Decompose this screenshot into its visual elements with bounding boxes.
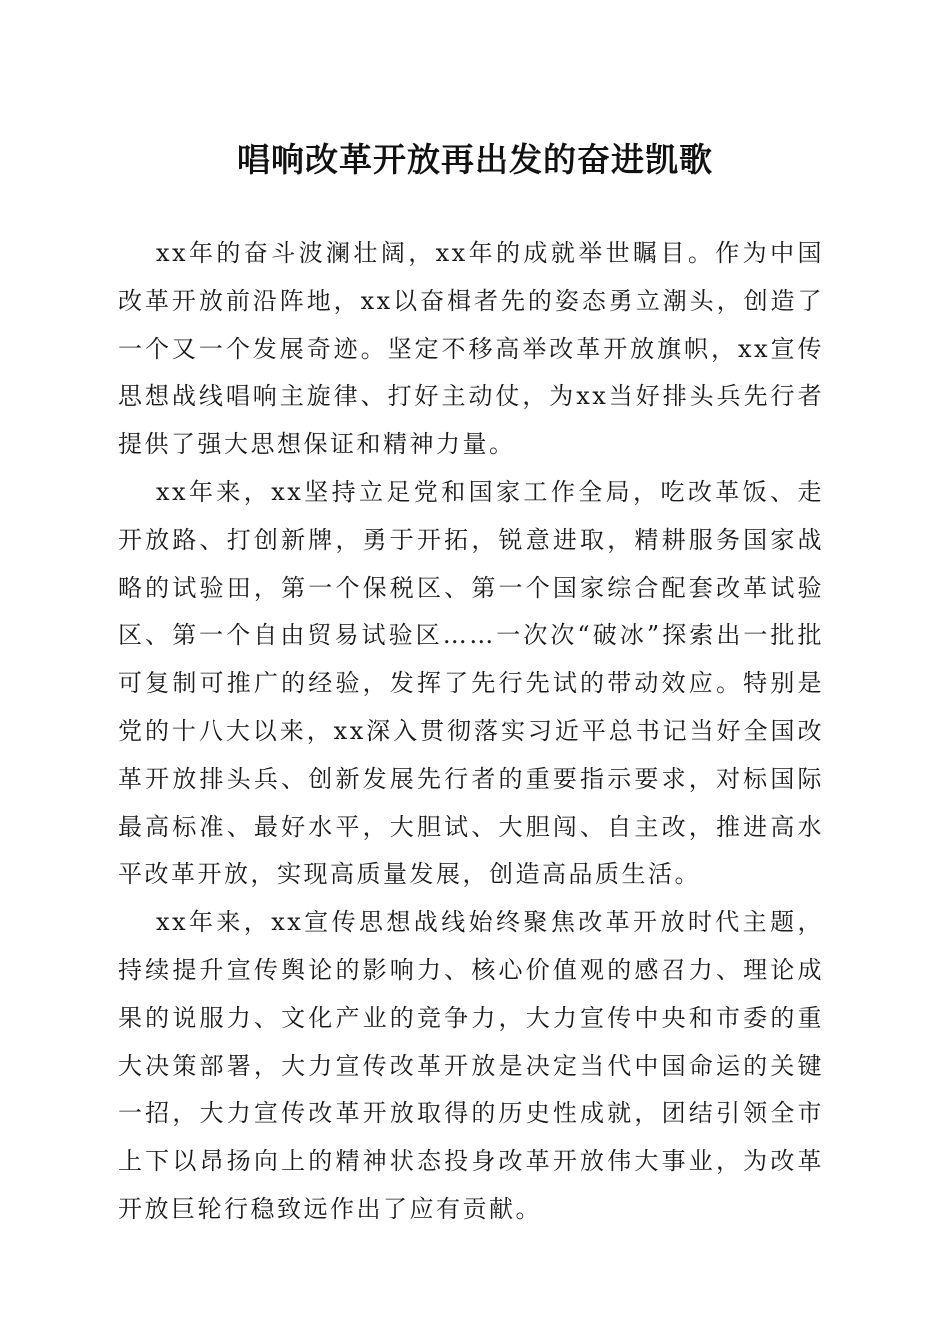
document-title: 唱响改革开放再出发的奋进凯歌: [237, 140, 713, 179]
paragraph-1: xx年的奋斗波澜壮阔，xx年的成就举世瞩目。作为中国改革开放前沿阵地，xx以奋楫者先的姿态勇立潮头，创造了一个又一个发展奇迹。坚定不移高举改革开放旗帜，xx宣传思想战线唱响主旋律、打好主动仗，为xx当好排头兵先行者提供了强大思想保证和精神力量。: [118, 239, 824, 459]
document-body: [118, 230, 824, 1234]
paragraph-3: xx年来，xx宣传思想战线始终聚焦改革开放时代主题，持续提升宣传舆论的影响力、核心价值观的感召力、理论成果的说服力、文化产业的竞争力，大力宣传中央和市委的重大决策部署，大力宣传改革开放是决定当代中国命运的关键一招，大力宣传改革开放取得的历史性成就，团结引领全市上下以昂扬向上的精神状态投身改革开放伟大事业，为改革开放巨轮行稳致远作出了应有贡献。: [118, 908, 824, 1223]
paragraph-2: xx年来，xx坚持立足党和国家工作全局，吃改革饭、走开放路、打创新牌，勇于开拓，锐意进取，精耕服务国家战略的试验田，第一个保税区、第一个国家综合配套改革试验区、第一个自由贸易试验区……一次次“破冰”探索出一批批可复制可推广的经验，发挥了先行先试的带动效应。特别是党的十八大以来，xx深入贯彻落实习近平总书记当好全国改革开放排头兵、创新发展先行者的重要指示要求，对标国际最高标准、最好水平，大胆试、大胆闯、自主改，推进高水平改革开放，实现高质量发展，创造高品质生活。: [118, 477, 824, 889]
